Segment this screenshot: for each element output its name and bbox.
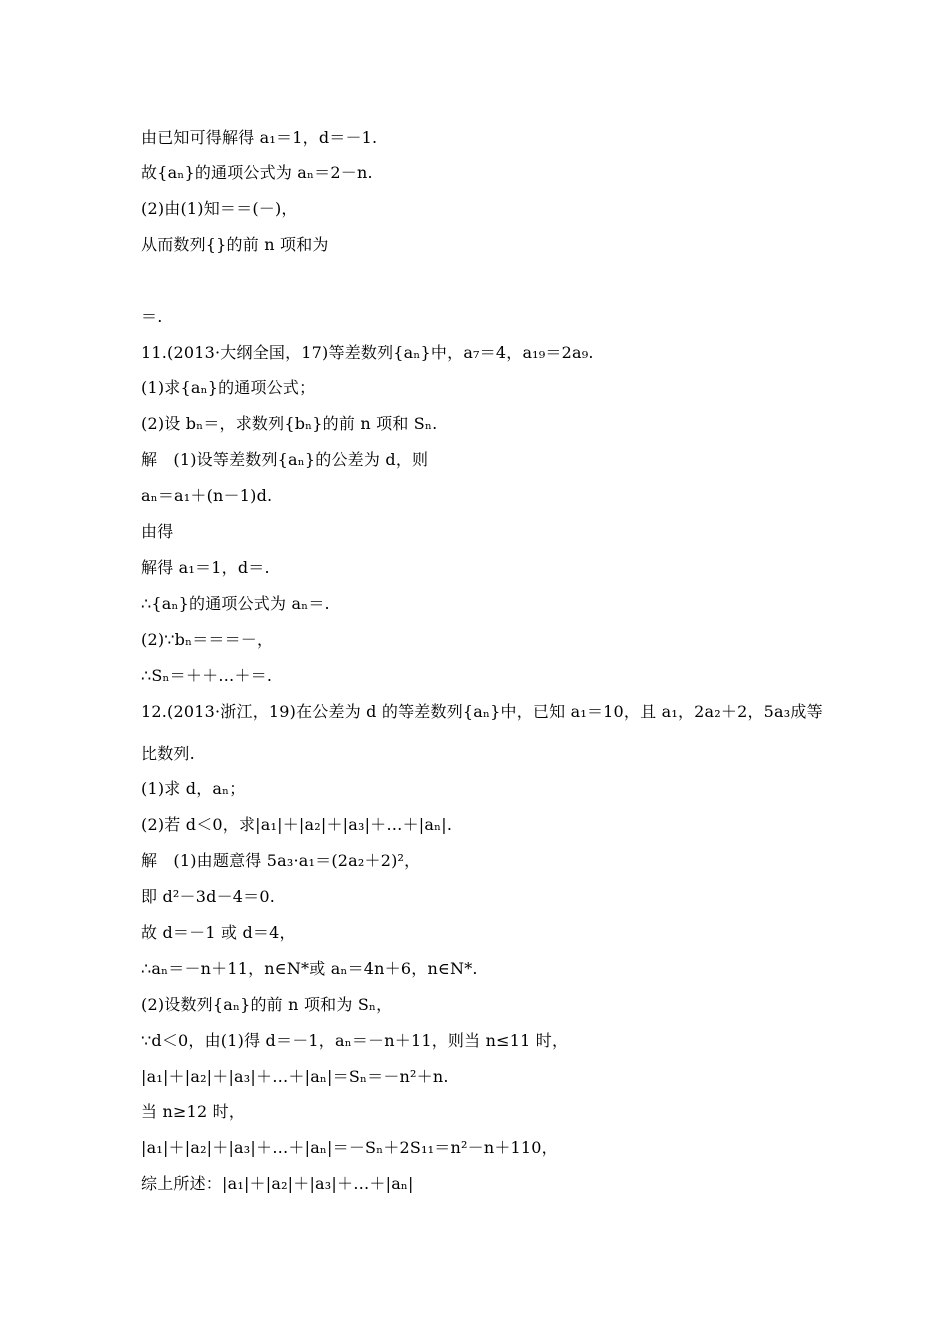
- text-line-2: 故{aₙ}的通项公式为 aₙ＝2－n.: [141, 163, 373, 182]
- text-line-11: 由得: [141, 522, 174, 541]
- text-line-28: |a₁|＋|a₂|＋|a₃|＋…＋|aₙ|＝－Sₙ＋2S₁₁＝n²－n＋110，: [141, 1138, 558, 1157]
- text-line-7: (1)求{aₙ}的通项公式；: [141, 378, 316, 397]
- text-line-3: (2)由(1)知＝＝(－)，: [141, 199, 298, 218]
- text-line-14: (2)∵bₙ＝＝＝－，: [141, 630, 274, 649]
- text-line-27: 当 n≥12 时，: [141, 1102, 246, 1121]
- text-line-9: 解 (1)设等差数列{aₙ}的公差为 d，则: [141, 450, 429, 469]
- text-line-5: ＝.: [141, 307, 163, 326]
- text-line-13: ∴{aₙ}的通项公式为 aₙ＝.: [141, 594, 330, 613]
- text-line-20: 解 (1)由题意得 5a₃·a₁＝(2a₂＋2)²，: [141, 851, 421, 870]
- text-line-8: (2)设 bₙ＝，求数列{bₙ}的前 n 项和 Sₙ.: [141, 414, 438, 433]
- problem-11-heading: 11.(2013·大纲全国，17)等差数列{aₙ}中，a₇＝4，a₁₉＝2a₉.: [141, 343, 594, 362]
- text-line-25: ∵d＜0，由(1)得 d＝－1，aₙ＝－n＋11，则当 n≤11 时，: [141, 1031, 569, 1050]
- text-line-17: 比数列.: [141, 744, 195, 763]
- text-line-21: 即 d²－3d－4＝0.: [141, 887, 276, 906]
- problem-12-heading: 12.(2013·浙江，19)在公差为 d 的等差数列{aₙ}中，已知 a₁＝10，且 a₁，2a₂＋2，5a₃成等: [141, 702, 823, 721]
- text-line-29: 综上所述：|a₁|＋|a₂|＋|a₃|＋…＋|aₙ|: [141, 1174, 414, 1193]
- text-line-22: 故 d＝－1 或 d＝4，: [141, 923, 296, 942]
- text-line-1: 由已知可得解得 a₁＝1，d＝－1.: [141, 128, 378, 147]
- text-line-15: ∴Sₙ＝＋＋…＋＝.: [141, 666, 273, 685]
- text-line-10: aₙ＝a₁＋(n－1)d.: [141, 486, 273, 505]
- text-line-12: 解得 a₁＝1，d＝.: [141, 558, 270, 577]
- text-line-19: (2)若 d＜0，求|a₁|＋|a₂|＋|a₃|＋…＋|aₙ|.: [141, 815, 453, 834]
- text-line-4: 从而数列{}的前 n 项和为: [141, 235, 329, 254]
- text-line-26: |a₁|＋|a₂|＋|a₃|＋…＋|aₙ|＝Sₙ＝－n²＋n.: [141, 1067, 449, 1086]
- text-line-23: ∴aₙ＝－n＋11，n∈N*或 aₙ＝4n＋6，n∈N*.: [141, 959, 478, 978]
- text-line-24: (2)设数列{aₙ}的前 n 项和为 Sₙ，: [141, 995, 393, 1014]
- text-line-18: (1)求 d，aₙ；: [141, 779, 246, 798]
